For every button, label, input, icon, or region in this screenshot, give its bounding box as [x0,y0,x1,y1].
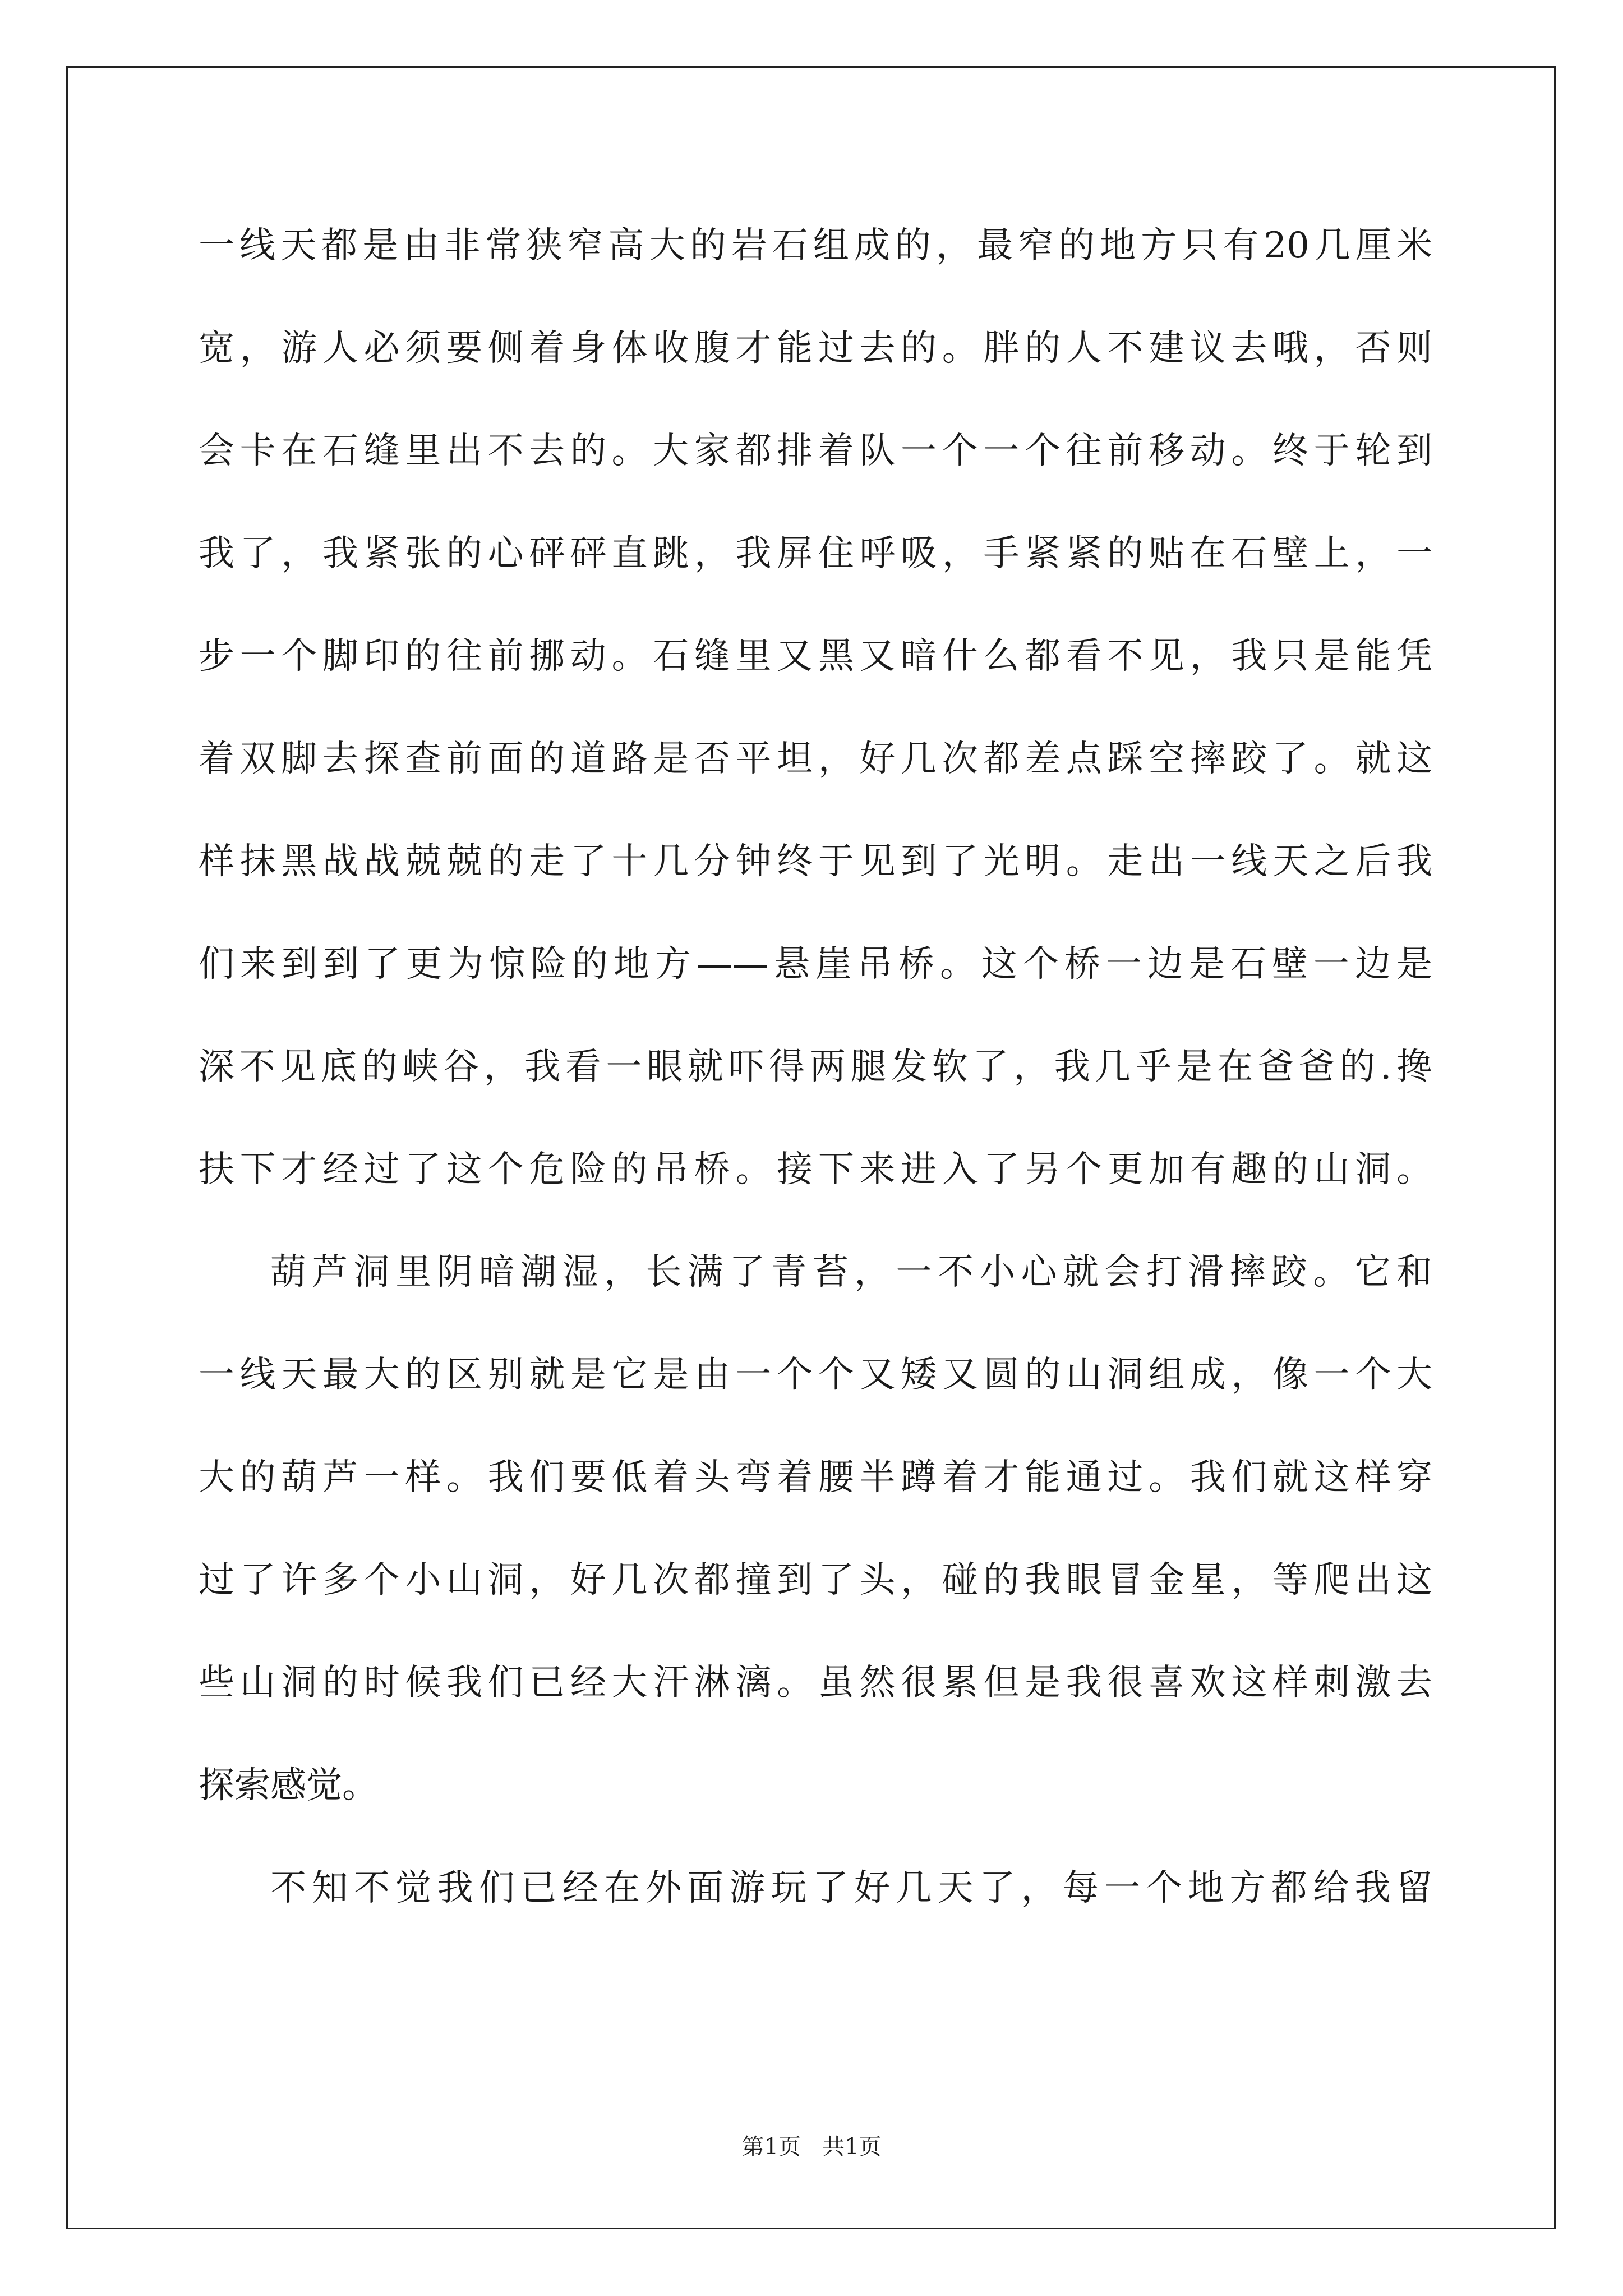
text-line: 大的葫芦一样。我们要低着头弯着腰半蹲着才能通过。我们就这样穿 [199,1457,1432,1498]
text-line: 宽，游人必须要侧着身体收腹才能过去的。胖的人不建议去哦，否则 [199,328,1432,369]
text-line: 一线天都是由非常狭窄高大的岩石组成的，最窄的地方只有20几厘米 [199,225,1432,266]
text-line: 扶下才经过了这个危险的吊桥。接下来进入了另个更加有趣的山洞。 [199,1149,1432,1190]
text-line: 不知不觉我们已经在外面游玩了好几天了，每一个地方都给我留 [270,1867,1432,1909]
text-line: 我了，我紧张的心砰砰直跳，我屏住呼吸，手紧紧的贴在石壁上，一 [199,533,1432,574]
text-line: 着双脚去探查前面的道路是否平坦，好几次都差点踩空摔跤了。就这 [199,738,1432,780]
text-line: 深不见底的峡谷，我看一眼就吓得两腿发软了，我几乎是在爸爸的.搀 [199,1046,1432,1088]
document-body [199,218,1432,1963]
text-line: 些山洞的时候我们已经大汗淋漓。虽然很累但是我很喜欢这样刺激去 [199,1662,1432,1704]
text-line: 一线天最大的区别就是它是由一个个又矮又圆的山洞组成，像一个大 [199,1354,1432,1396]
text-line: 过了许多个小山洞，好几次都撞到了头，碰的我眼冒金星，等爬出这 [199,1559,1432,1601]
page-total: 共1页 [822,2134,882,2160]
text-line: 步一个脚印的往前挪动。石缝里又黑又暗什么都看不见，我只是能凭 [199,636,1432,677]
text-line: 探索感觉。 [199,1765,378,1806]
page-number: 第1页 [741,2134,801,2160]
text-line: 会卡在石缝里出不去的。大家都排着队一个一个往前移动。终于轮到 [199,430,1432,472]
text-line: 样抹黑战战兢兢的走了十几分钟终于见到了光明。走出一线天之后我 [199,841,1432,882]
text-line: 们来到到了更为惊险的地方——悬崖吊桥。这个桥一边是石壁一边是 [199,944,1432,985]
page-footer [0,2133,1623,2161]
text-line: 葫芦洞里阴暗潮湿，长满了青苔，一不小心就会打滑摔跤。它和 [270,1251,1432,1293]
